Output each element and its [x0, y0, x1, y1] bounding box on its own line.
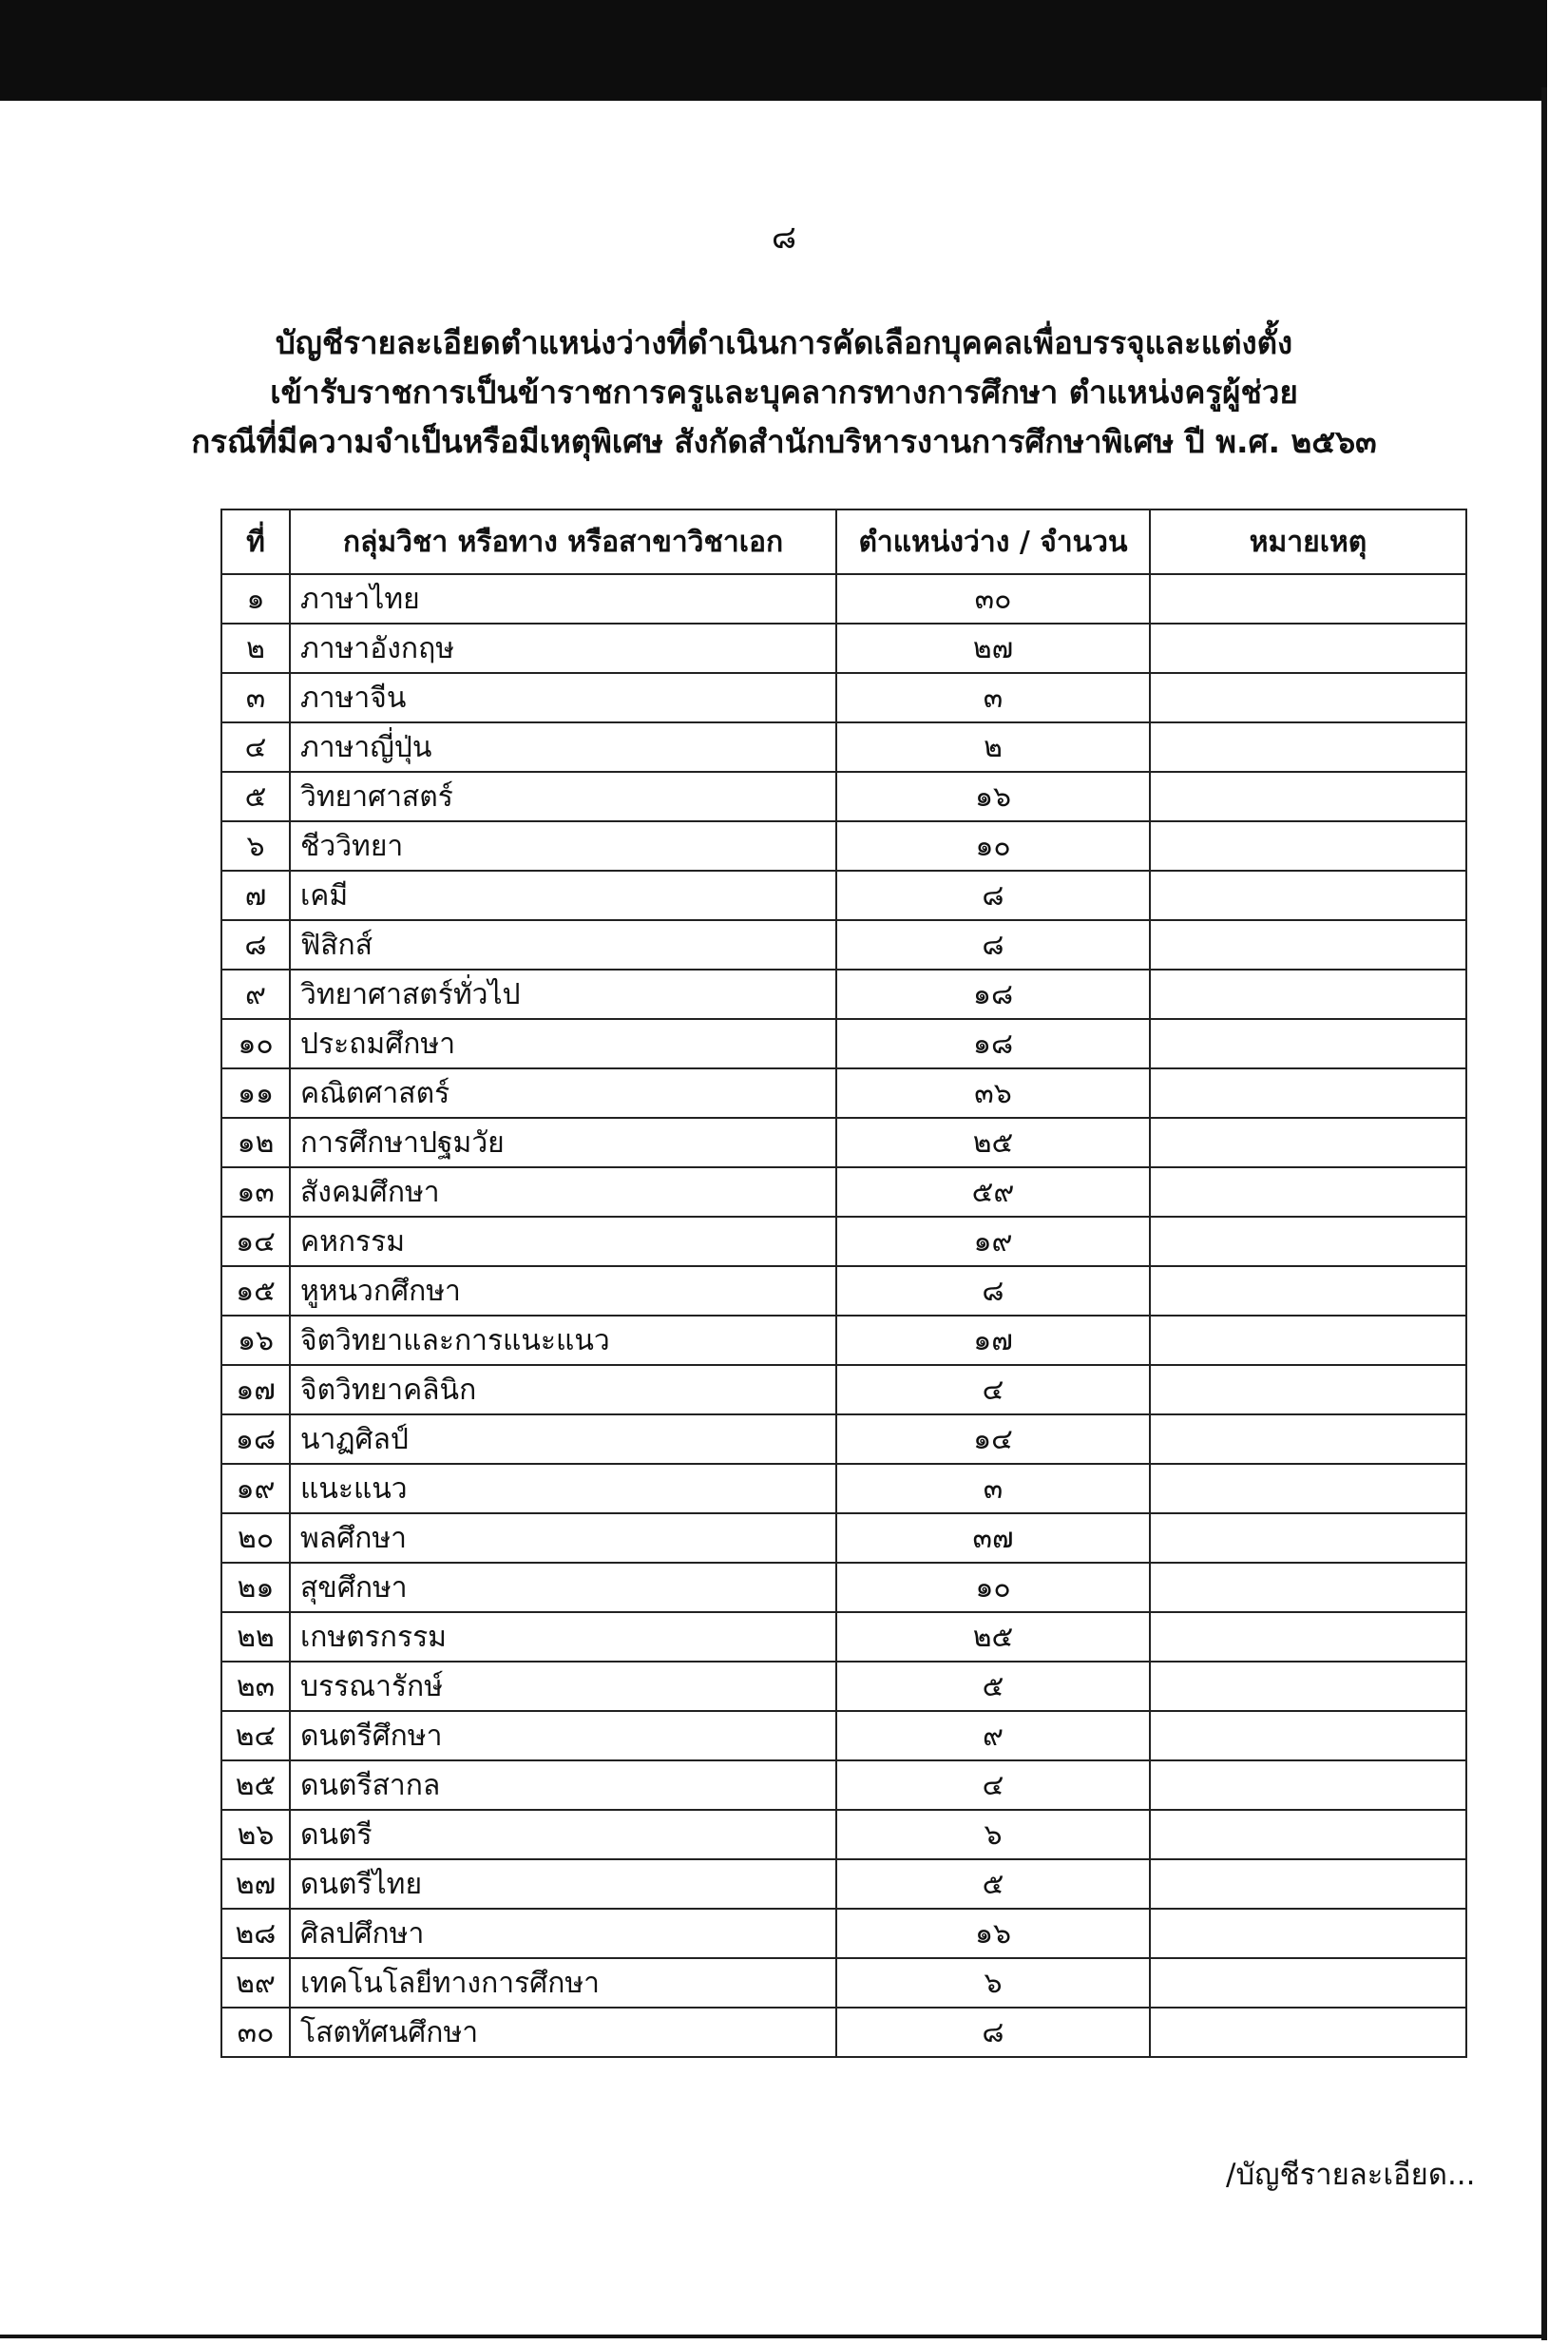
vacancy-count-cell: ๒	[836, 722, 1150, 772]
scan-top-bar	[0, 0, 1547, 101]
row-number-cell: ๑๙	[221, 1464, 290, 1513]
subject-cell: สังคมศึกษา	[290, 1167, 836, 1217]
table-row	[221, 1068, 1466, 1118]
subject-cell: สุขศึกษา	[290, 1563, 836, 1612]
subject-cell: ภาษาอังกฤษ	[290, 624, 836, 673]
row-number-cell: ๒๐	[221, 1513, 290, 1563]
table-row	[221, 673, 1466, 722]
table-row	[221, 1316, 1466, 1365]
subject-cell: ดนตรีศึกษา	[290, 1711, 836, 1760]
table-row	[221, 1266, 1466, 1316]
table-row	[221, 1513, 1466, 1563]
table-row	[221, 574, 1466, 624]
document-title	[0, 318, 1568, 467]
header-remarks: หมายเหตุ	[1150, 509, 1466, 574]
vacancy-count-cell: ๖	[836, 1810, 1150, 1859]
subject-cell: ดนตรีสากล	[290, 1760, 836, 1810]
remark-cell	[1150, 970, 1466, 1019]
table-row	[221, 1217, 1466, 1266]
table-body	[221, 574, 1466, 2057]
table-row	[221, 920, 1466, 970]
table-row	[221, 2008, 1466, 2057]
row-number-cell: ๒๑	[221, 1563, 290, 1612]
subject-cell: จิตวิทยาคลินิก	[290, 1365, 836, 1414]
subject-cell: นาฏศิลป์	[290, 1414, 836, 1464]
table-row	[221, 1760, 1466, 1810]
remark-cell	[1150, 772, 1466, 821]
remark-cell	[1150, 920, 1466, 970]
vacancy-count-cell: ๑๘	[836, 1019, 1150, 1068]
vacancy-count-cell: ๑๖	[836, 772, 1150, 821]
subject-cell: ประถมศึกษา	[290, 1019, 836, 1068]
row-number-cell: ๒๙	[221, 1958, 290, 2008]
vacancy-count-cell: ๑๘	[836, 970, 1150, 1019]
remark-cell	[1150, 821, 1466, 871]
remark-cell	[1150, 1563, 1466, 1612]
row-number-cell: ๓	[221, 673, 290, 722]
table-header-row	[221, 509, 1466, 574]
vacancy-count-cell: ๑๔	[836, 1414, 1150, 1464]
row-number-cell: ๑๑	[221, 1068, 290, 1118]
subject-cell: ภาษาจีน	[290, 673, 836, 722]
row-number-cell: ๑๘	[221, 1414, 290, 1464]
table-row	[221, 1365, 1466, 1414]
row-number-cell: ๑๔	[221, 1217, 290, 1266]
table-row	[221, 970, 1466, 1019]
subject-cell: โสตทัศนศึกษา	[290, 2008, 836, 2057]
vacancy-count-cell: ๓๖	[836, 1068, 1150, 1118]
title-line-3: กรณีที่มีความจำเป็นหรือมีเหตุพิเศษ สังกัดสำนักบริหารงานการศึกษาพิเศษ ปี พ.ศ. ๒๕๖๓	[191, 423, 1377, 460]
table-row	[221, 1859, 1466, 1909]
table-row	[221, 772, 1466, 821]
row-number-cell: ๒๔	[221, 1711, 290, 1760]
table-row	[221, 821, 1466, 871]
remark-cell	[1150, 1019, 1466, 1068]
table-row	[221, 1612, 1466, 1662]
row-number-cell: ๑๗	[221, 1365, 290, 1414]
row-number-cell: ๒๘	[221, 1909, 290, 1958]
vacancy-count-cell: ๘	[836, 1266, 1150, 1316]
vacancy-count-cell: ๙	[836, 1711, 1150, 1760]
remark-cell	[1150, 1859, 1466, 1909]
table-row	[221, 1464, 1466, 1513]
vacancy-count-cell: ๑๙	[836, 1217, 1150, 1266]
remark-cell	[1150, 2008, 1466, 2057]
row-number-cell: ๑๒	[221, 1118, 290, 1167]
vacancy-count-cell: ๒๗	[836, 624, 1150, 673]
table-row	[221, 1958, 1466, 2008]
table-row	[221, 722, 1466, 772]
remark-cell	[1150, 1118, 1466, 1167]
remark-cell	[1150, 1612, 1466, 1662]
vacancy-count-cell: ๓	[836, 673, 1150, 722]
vacancy-count-cell: ๘	[836, 2008, 1150, 2057]
vacancy-count-cell: ๑๐	[836, 821, 1150, 871]
vacancy-count-cell: ๓๗	[836, 1513, 1150, 1563]
remark-cell	[1150, 1167, 1466, 1217]
subject-cell: วิทยาศาสตร์ทั่วไป	[290, 970, 836, 1019]
table-row	[221, 871, 1466, 920]
remark-cell	[1150, 1513, 1466, 1563]
remark-cell	[1150, 1316, 1466, 1365]
remark-cell	[1150, 1662, 1466, 1711]
subject-cell: ดนตรีไทย	[290, 1859, 836, 1909]
row-number-cell: ๑๐	[221, 1019, 290, 1068]
row-number-cell: ๕	[221, 772, 290, 821]
remark-cell	[1150, 1266, 1466, 1316]
vacancy-count-cell: ๓	[836, 1464, 1150, 1513]
subject-cell: ภาษาไทย	[290, 574, 836, 624]
row-number-cell: ๓๐	[221, 2008, 290, 2057]
subject-cell: เทคโนโลยีทางการศึกษา	[290, 1958, 836, 2008]
vacancy-count-cell: ๑๗	[836, 1316, 1150, 1365]
table-row	[221, 1909, 1466, 1958]
remark-cell	[1150, 1068, 1466, 1118]
subject-cell: บรรณารักษ์	[290, 1662, 836, 1711]
subject-cell: หูหนวกศึกษา	[290, 1266, 836, 1316]
remark-cell	[1150, 673, 1466, 722]
vacancy-count-cell: ๑๖	[836, 1909, 1150, 1958]
row-number-cell: ๒๕	[221, 1760, 290, 1810]
vacancy-count-cell: ๒๕	[836, 1118, 1150, 1167]
vacancy-count-cell: ๕	[836, 1662, 1150, 1711]
subject-cell: ฟิสิกส์	[290, 920, 836, 970]
table-row	[221, 1810, 1466, 1859]
remark-cell	[1150, 1217, 1466, 1266]
vacancy-count-cell: ๔	[836, 1365, 1150, 1414]
table-row	[221, 1563, 1466, 1612]
row-number-cell: ๑๓	[221, 1167, 290, 1217]
remark-cell	[1150, 1711, 1466, 1760]
remark-cell	[1150, 1414, 1466, 1464]
header-no: ที่	[221, 509, 290, 574]
subject-cell: แนะแนว	[290, 1464, 836, 1513]
remark-cell	[1150, 722, 1466, 772]
remark-cell	[1150, 1464, 1466, 1513]
row-number-cell: ๑	[221, 574, 290, 624]
row-number-cell: ๙	[221, 970, 290, 1019]
page-number: ๘	[771, 219, 797, 257]
row-number-cell: ๒๓	[221, 1662, 290, 1711]
table-row	[221, 1118, 1466, 1167]
remark-cell	[1150, 1365, 1466, 1414]
row-number-cell: ๑๖	[221, 1316, 290, 1365]
subject-cell: เคมี	[290, 871, 836, 920]
title-line-2: เข้ารับราชการเป็นข้าราชการครูและบุคลากรทางการศึกษา ตำแหน่งครูผู้ช่วย	[270, 374, 1298, 411]
subject-cell: คณิตศาสตร์	[290, 1068, 836, 1118]
subject-cell: จิตวิทยาและการแนะแนว	[290, 1316, 836, 1365]
scan-bottom-edge	[0, 2335, 1547, 2338]
remark-cell	[1150, 1810, 1466, 1859]
vacancy-count-cell: ๕	[836, 1859, 1150, 1909]
subject-cell: การศึกษาปฐมวัย	[290, 1118, 836, 1167]
subject-cell: พลศึกษา	[290, 1513, 836, 1563]
vacancy-count-cell: ๓๐	[836, 574, 1150, 624]
row-number-cell: ๗	[221, 871, 290, 920]
row-number-cell: ๔	[221, 722, 290, 772]
subject-cell: ดนตรี	[290, 1810, 836, 1859]
table-row	[221, 1662, 1466, 1711]
header-vacancies: ตำแหน่งว่าง / จำนวน	[836, 509, 1150, 574]
row-number-cell: ๒๒	[221, 1612, 290, 1662]
row-number-cell: ๑๕	[221, 1266, 290, 1316]
remark-cell	[1150, 1958, 1466, 2008]
vacancy-count-cell: ๔	[836, 1760, 1150, 1810]
vacancy-count-cell: ๘	[836, 920, 1150, 970]
subject-cell: ภาษาญี่ปุ่น	[290, 722, 836, 772]
table-row	[221, 1019, 1466, 1068]
row-number-cell: ๒	[221, 624, 290, 673]
table-row	[221, 1414, 1466, 1464]
remark-cell	[1150, 624, 1466, 673]
row-number-cell: ๒๖	[221, 1810, 290, 1859]
vacancy-count-cell: ๘	[836, 871, 1150, 920]
table-row	[221, 1711, 1466, 1760]
row-number-cell: ๖	[221, 821, 290, 871]
subject-cell: วิทยาศาสตร์	[290, 772, 836, 821]
remark-cell	[1150, 574, 1466, 624]
row-number-cell: ๒๗	[221, 1859, 290, 1909]
vacancy-count-cell: ๒๕	[836, 1612, 1150, 1662]
table-row	[221, 624, 1466, 673]
remark-cell	[1150, 1909, 1466, 1958]
vacancy-count-cell: ๖	[836, 1958, 1150, 2008]
title-line-1: บัญชีรายละเอียดตำแหน่งว่างที่ดำเนินการคัดเลือกบุคคลเพื่อบรรจุและแต่งตั้ง	[275, 324, 1293, 361]
vacancy-count-cell: ๑๐	[836, 1563, 1150, 1612]
subject-cell: ชีววิทยา	[290, 821, 836, 871]
row-number-cell: ๘	[221, 920, 290, 970]
subject-cell: ศิลปศึกษา	[290, 1909, 836, 1958]
subject-cell: คหกรรม	[290, 1217, 836, 1266]
subject-cell: เกษตรกรรม	[290, 1612, 836, 1662]
remark-cell	[1150, 871, 1466, 920]
remark-cell	[1150, 1760, 1466, 1810]
header-subject: กลุ่มวิชา หรือทาง หรือสาขาวิชาเอก	[290, 509, 836, 574]
vacancy-count-cell: ๕๙	[836, 1167, 1150, 1217]
vacancy-table	[220, 509, 1467, 2058]
continuation-note: /บัญชีรายละเอียด...	[1226, 2158, 1476, 2192]
table-row	[221, 1167, 1466, 1217]
